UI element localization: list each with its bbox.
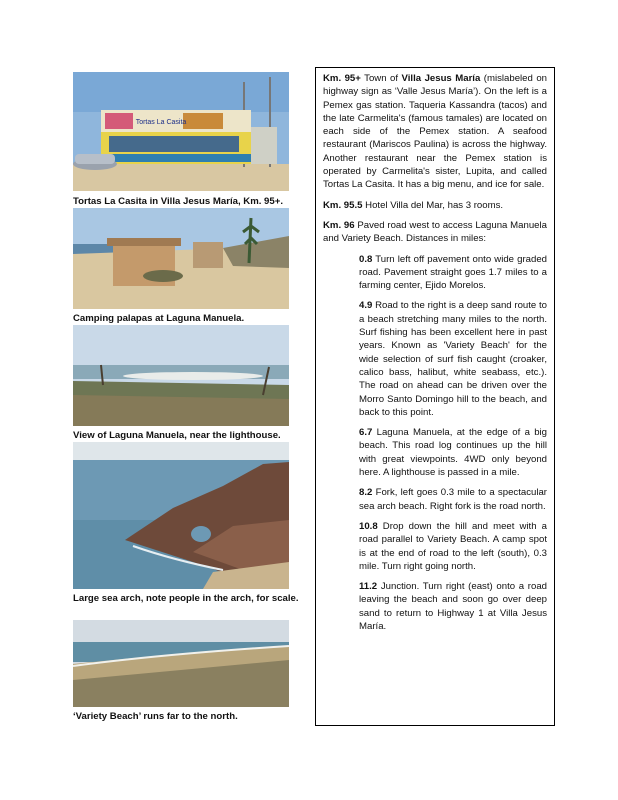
photo-variety-beach — [73, 620, 289, 707]
mileage-marker: 4.9 — [359, 300, 373, 312]
road-log-text: (mislabeled on highway sign as ‘Valle Jesus María’). On the left is a Pemex gas station. Taqueria Kassandra (tacos) and the late Carmelita's (famous tamales) are located on each side of the Pemex station. A seafood restaurant (Mariscos Paulina) is across the highway. Another restaurant near the Pemex station is operated by Carmelita's sister, Lupita, and called Tortas La Casita. It has a big menu, and ice for sale. — [323, 73, 547, 191]
place-name: Villa Jesus María — [401, 73, 481, 84]
photo-laguna-manuela — [73, 325, 289, 426]
km-marker: Km. 95+ — [323, 73, 361, 84]
road-log-paragraph — [323, 199, 547, 212]
mileage-entry — [359, 520, 547, 573]
mileage-text: Fork, left goes 0.3 mile to a spectacular sea arch beach. Right fork is the road north. — [359, 487, 547, 512]
mileage-text: Junction. Turn right (east) onto a road leaving the beach and soon go over deep sand to return to Highway 1 at Villa Jesus María. — [359, 581, 547, 632]
road-log-text: Paved road west to access Laguna Manuela and Variety Beach. Distances in miles: — [323, 219, 547, 245]
mileage-marker: 6.7 — [359, 427, 373, 439]
mileage-text: Laguna Manuela, at the edge of a big beach. This road log continues up the hill with great viewpoints. 4WD only beyond here. A lighthouse is passed in a mile. — [359, 427, 547, 479]
km-marker: Km. 96 — [323, 219, 355, 231]
mileage-text: Drop down the hill and meet with a road parallel to Variety Beach. A camp spot is at the end of road to the left (south), 0.3 mile. Turn right going north. — [359, 520, 547, 572]
road-log-paragraph — [323, 72, 547, 192]
mileage-entry — [359, 580, 547, 633]
mileage-text: Turn left off pavement onto wide graded road. Pavement straight goes 1.7 miles to a farming center, Ejido Morelos. — [359, 253, 547, 292]
photo-caption: Camping palapas at Laguna Manuela. — [73, 313, 245, 324]
road-log-box — [315, 67, 555, 726]
road-log-text: Hotel Villa del Mar, has 3 rooms. — [362, 199, 504, 211]
photo-caption: Large sea arch, note people in the arch, for scale. — [73, 593, 299, 604]
photo-camping-palapas — [73, 208, 289, 309]
mileage-entry — [359, 426, 547, 479]
photo-caption: View of Laguna Manuela, near the lighthouse. — [73, 430, 281, 441]
photo-caption: Tortas La Casita in Villa Jesus María, Km. 95+. — [73, 196, 283, 207]
mileage-marker: 8.2 — [359, 487, 373, 499]
mileage-text: Road to the right is a deep sand route to a beach stretching many miles to the north. Surf fishing has been excellent here in past years. Known as 'Variety Beach' for the wide selection of surf fish caught (croaker, calico bass, halibut, white seabass, etc.). The road on ahead can be driven over the Morro Santo Domingo hill to the beach, and back to this point. — [359, 300, 547, 418]
mileage-marker: 10.8 — [359, 520, 378, 532]
mileage-marker: 11.2 — [359, 581, 378, 593]
km-marker: Km. 95.5 — [323, 199, 363, 211]
restaurant-sign: Tortas La Casita — [135, 119, 187, 126]
photo-tortas-la-casita — [73, 72, 289, 191]
road-log-text: Town of — [360, 73, 402, 84]
mileage-entry — [359, 299, 547, 419]
mileage-marker: 0.8 — [359, 253, 373, 265]
road-log-paragraph — [323, 219, 547, 246]
mileage-entry — [359, 486, 547, 513]
mileage-entry — [359, 253, 547, 293]
photo-sea-arch — [73, 442, 289, 589]
photo-caption: ‘Variety Beach’ runs far to the north. — [73, 711, 238, 722]
